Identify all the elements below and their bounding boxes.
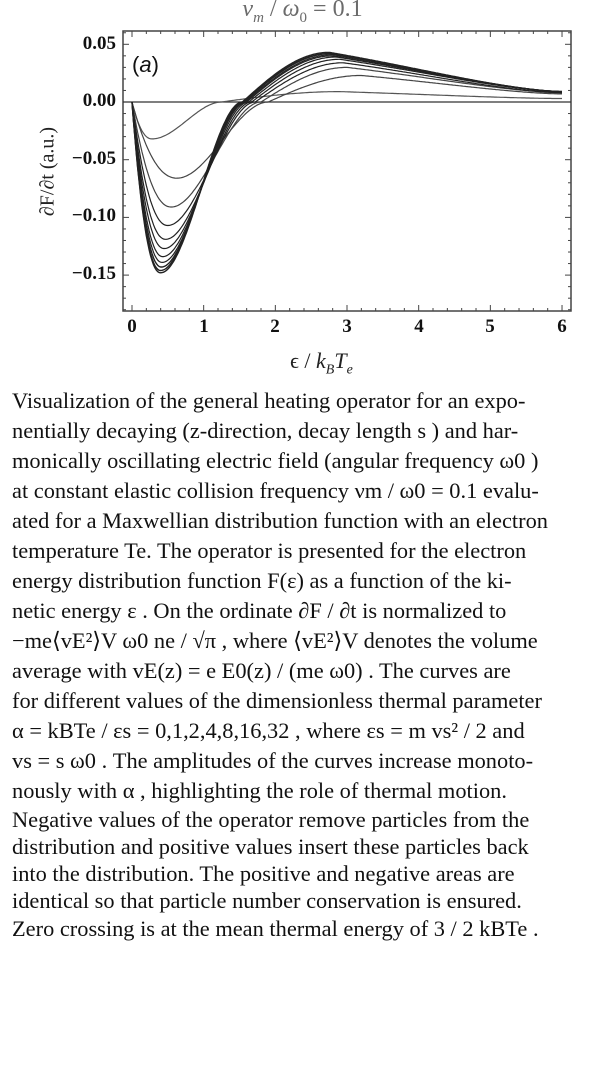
caption-line: at constant elastic collision frequency νm / ω0 = 0.1 evalu- — [12, 478, 539, 503]
caption-line: into the distribution. The positive and negative areas are — [12, 861, 515, 886]
x-tick-label: 0 — [127, 316, 137, 337]
caption-line: −me⟨vE²⟩V ω0 ne / √π , where ⟨vE²⟩V denotes the volume — [12, 628, 538, 653]
panel-label: (a) — [132, 52, 159, 77]
caption-line: identical so that particle number conservation is ensured. — [12, 888, 522, 913]
x-label-k-subscript: B — [325, 362, 335, 378]
y-tick-label: −0.10 — [71, 205, 116, 226]
caption-line: vs = s ω0 . The amplitudes of the curves increase monoto- — [12, 748, 534, 773]
y-tick-label: −0.05 — [71, 148, 116, 169]
x-label-epsilon: ϵ — [290, 348, 299, 373]
title-nu-subscript: m — [253, 9, 264, 26]
title-separator: / — [263, 0, 283, 22]
x-tick-label: 2 — [270, 316, 280, 337]
figure — [0, 0, 605, 380]
chart-title — [0, 0, 605, 27]
caption-line: energy distribution function F(ε) as a function of the ki- — [12, 568, 512, 593]
caption-line: α = kBTe / εs = 0,1,2,4,8,16,32 , where εs = m vs² / 2 and — [12, 718, 525, 743]
title-omega-symbol: ω — [282, 0, 300, 22]
x-label-T-subscript: e — [346, 362, 353, 378]
caption-line: netic energy ε . On the ordinate ∂F / ∂t is normalized to — [12, 598, 507, 623]
x-axis-label — [290, 348, 353, 378]
y-axis-label: ∂F/∂t (a.u.) — [36, 126, 59, 217]
caption-line: temperature Te. The operator is presented for the electron — [12, 538, 527, 563]
plot-frame — [123, 31, 571, 311]
data-curve — [132, 67, 562, 207]
data-curve — [132, 54, 562, 271]
x-tick-label: 1 — [199, 316, 209, 337]
figure-caption — [12, 386, 596, 944]
caption-line: nously with α , highlighting the role of thermal motion. — [12, 778, 507, 803]
x-tick-label: 4 — [414, 316, 424, 337]
data-curve — [132, 55, 562, 263]
y-tick-label: −0.15 — [71, 263, 116, 284]
x-tick-label: 5 — [485, 316, 495, 337]
x-label-separator: / — [298, 348, 317, 373]
title-nu-symbol: ν — [242, 0, 254, 22]
data-curve — [132, 56, 562, 257]
caption-line: ated for a Maxwellian distribution function with an electron — [12, 508, 548, 533]
caption-line: distribution and positive values insert these particles back — [12, 834, 529, 859]
caption-line: nentially decaying (z-direction, decay length s ) and har- — [12, 418, 519, 443]
caption-line: for different values of the dimensionless thermal parameter — [12, 688, 542, 713]
x-label-k: k — [316, 348, 326, 373]
data-curve — [132, 92, 562, 139]
caption-line: monically oscillating electric field (angular frequency ω0 ) — [12, 448, 539, 473]
caption-line: average with vE(z) = e E0(z) / (me ω0) . The curves are — [12, 658, 511, 683]
x-label-T: T — [334, 348, 347, 373]
x-tick-label: 3 — [342, 316, 352, 337]
y-tick-label: 0.05 — [82, 33, 116, 54]
plot-area — [0, 0, 605, 380]
caption-line: Visualization of the general heating operator for an expo- — [12, 388, 526, 413]
y-tick-label: 0.00 — [82, 90, 116, 111]
caption-line: Zero crossing is at the mean thermal energy of 3 / 2 kBTe . — [12, 916, 539, 941]
title-omega-subscript: 0 — [299, 9, 308, 26]
caption-line: Negative values of the operator remove particles from the — [12, 807, 530, 832]
x-tick-label: 6 — [557, 316, 567, 337]
data-curve — [132, 76, 562, 179]
title-value: = 0.1 — [307, 0, 363, 22]
